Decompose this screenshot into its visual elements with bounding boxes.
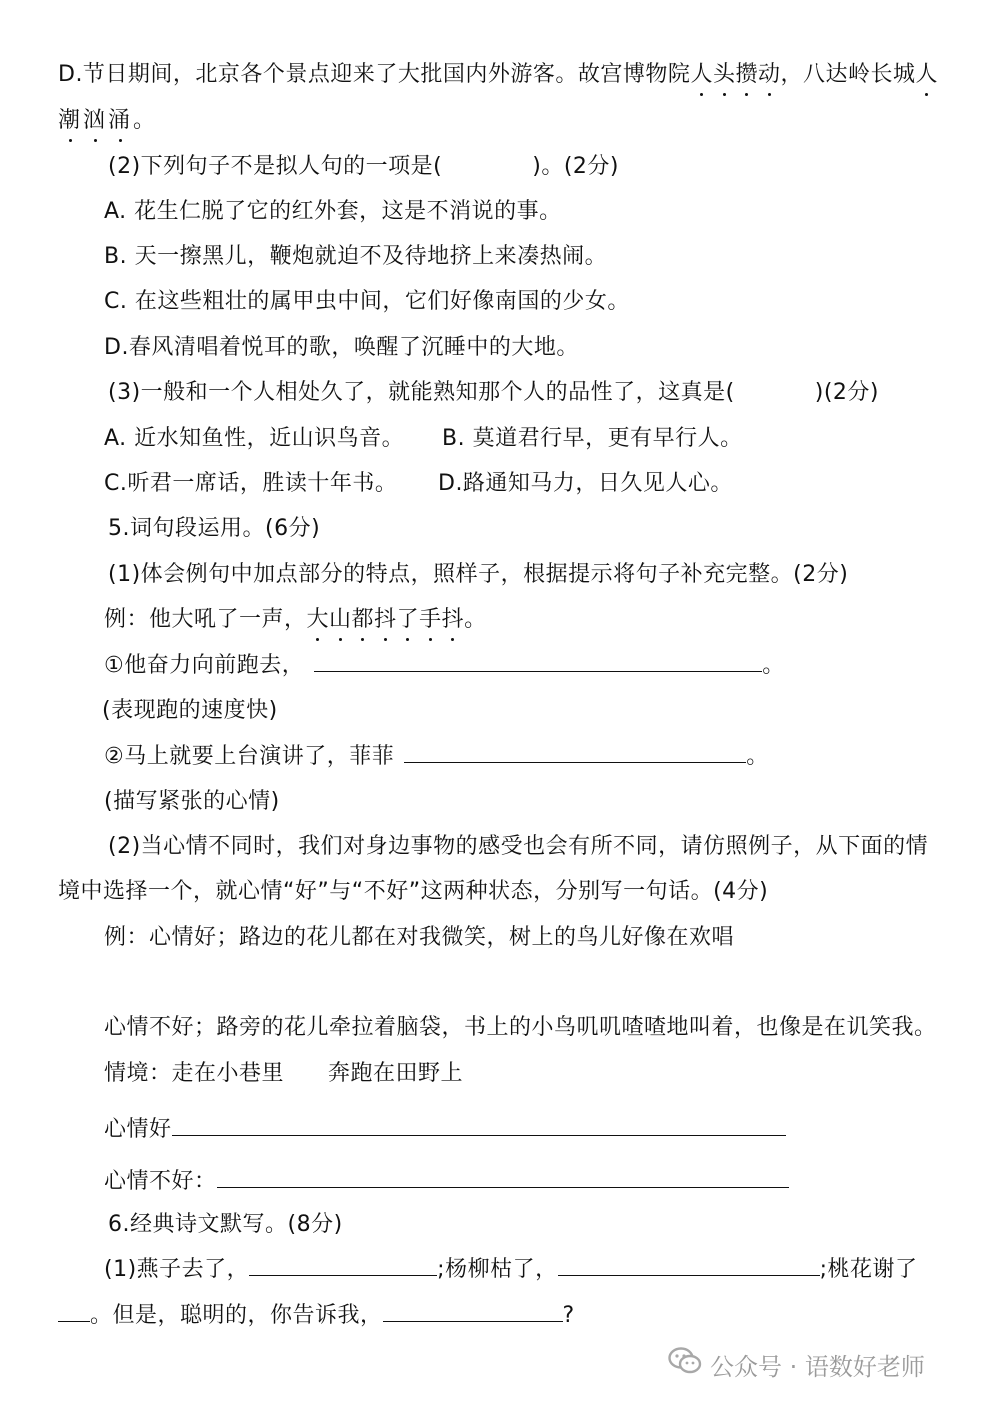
watermark [668, 1347, 925, 1381]
answer-blank[interactable] [314, 651, 762, 672]
q4-3-option-c: C.听君一席话，胜读十年书。 [104, 471, 398, 496]
q5-scenario: 情境：走在小巷里 奔跑在田野上 [104, 1061, 464, 1086]
answer-blank[interactable] [58, 1301, 90, 1322]
q5-2-stem-line2: 境中选择一个，就心情“好”与“不好”这两种状态，分别写一句话。(4分) [58, 879, 769, 904]
q5-good-line: 心情好 [104, 1115, 786, 1145]
answer-blank[interactable] [383, 1301, 563, 1322]
q4-3-stem: (3)一般和一个人相处久了，就能熟知那个人的品性了，这真是( )(2分) [108, 380, 879, 405]
q5-hint-2: (描写紧张的心情) [104, 789, 280, 814]
q6-1-line2: 。但是，聪明的，你告诉我， ? [58, 1301, 575, 1331]
q4-option-d-cont: 潮汹涌。 [58, 106, 158, 136]
q4-2-option-c: C. 在这些粗壮的属甲虫中间，它们好像南国的少女。 [104, 289, 630, 314]
q4-3-option-d: D.路通知马力，日久见人心。 [438, 471, 733, 496]
q5-title: 5.词句段运用。(6分) [108, 516, 321, 541]
answer-blank[interactable] [172, 1115, 786, 1136]
q4-option-d: D.节日期间，北京各个景点迎来了大批国内外游客。故宫博物院人头攒动，八达岭长城人 [58, 60, 938, 90]
answer-blank[interactable] [249, 1255, 437, 1276]
wechat-icon [668, 1346, 710, 1382]
q5-item-1: ①他奋力向前跑去， 。 [104, 653, 785, 678]
q4-2-option-b: B. 天一擦黑儿，鞭炮就迫不及待地挤上来凑热闹。 [104, 244, 608, 269]
q5-item-2: ②马上就要上台演讲了，菲菲 。 [104, 744, 769, 769]
q4-3-option-a: A. 近水知鱼性，近山识鸟音。 [104, 426, 405, 451]
q5-hint-1: (表现跑的速度快) [102, 698, 278, 723]
q5-example: 例：他大吼了一声，大山都抖了手抖。 [104, 605, 487, 635]
q5-2-stem-line1: (2)当心情不同时，我们对身边事物的感受也会有所不同，请仿照例子，从下面的情 [108, 834, 929, 859]
q6-1-line1: (1)燕子去了， ;杨柳枯了， ;桃花谢了 [104, 1257, 918, 1282]
q4-2-stem: (2)下列句子不是拟人句的一项是( )。(2分) [108, 154, 619, 179]
q5-bad-line: 心情不好： [104, 1167, 789, 1197]
q6-title: 6.经典诗文默写。(8分) [108, 1212, 343, 1237]
q5-example-good: 例：心情好；路边的花儿都在对我微笑，树上的鸟儿好像在欢唱 [104, 925, 735, 950]
answer-blank[interactable] [404, 742, 746, 763]
watermark-text: 公众号 · 语数好老师 [710, 1352, 925, 1381]
answer-blank[interactable] [217, 1167, 789, 1188]
q4-2-option-a: A. 花生仁脱了它的红外套，这是不消说的事。 [104, 199, 562, 224]
q4-2-option-d: D.春风清唱着悦耳的歌，唤醒了沉睡中的大地。 [104, 335, 579, 360]
q5-example-bad: 心情不好；路旁的花儿牵拉着脑袋，书上的小鸟叽叽喳喳地叫着，也像是在讥笑我。 [104, 1015, 937, 1040]
answer-blank[interactable] [558, 1255, 820, 1276]
q4-3-option-b: B. 莫道君行早，更有早行人。 [442, 426, 743, 451]
q5-1-stem: (1)体会例句中加点部分的特点，照样子，根据提示将句子补充完整。(2分) [108, 562, 849, 587]
